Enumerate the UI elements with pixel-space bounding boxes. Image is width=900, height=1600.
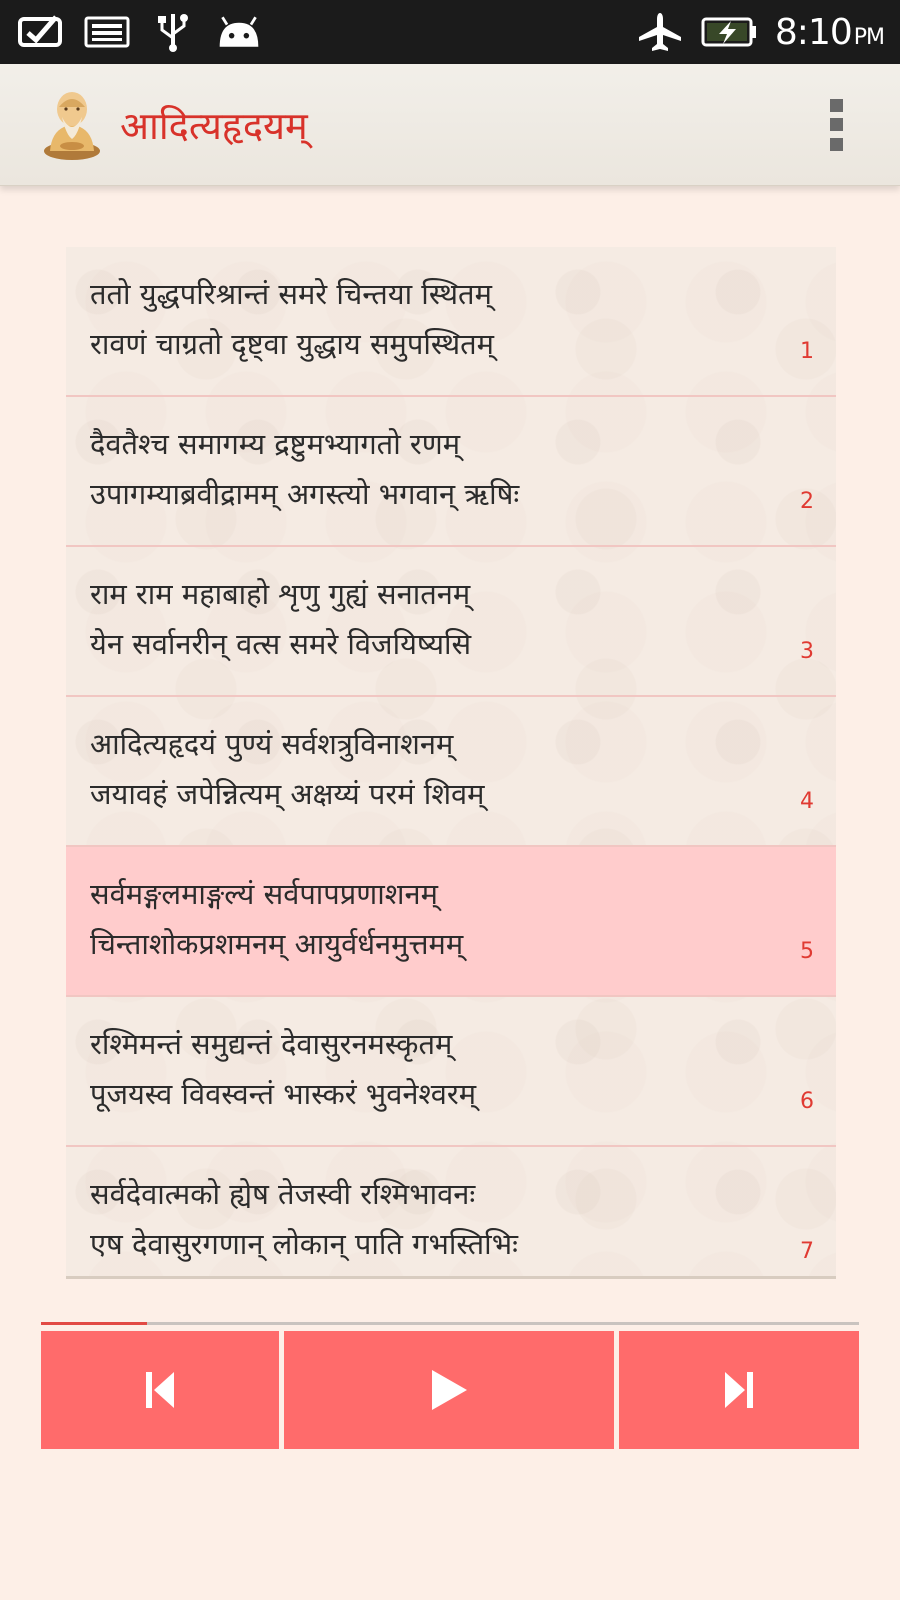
verse-number: 4: [800, 789, 814, 814]
verse-line-2: रावणं चाग्रतो दृष्ट्वा युद्धाय समुपस्थितम्: [90, 327, 494, 361]
verse-line-1: आदित्यहृदयं पुण्यं सर्वशत्रुविनाशनम्: [90, 727, 454, 761]
verse-number: 7: [800, 1239, 814, 1264]
verse-line-1: सर्वमङ्गलमाङ्गल्यं सर्वपापप्रणाशनम्: [90, 877, 438, 911]
sage-logo-icon[interactable]: [40, 89, 104, 161]
app-title: आदित्यहृदयम्: [120, 103, 308, 148]
clock-time: 8:10: [774, 11, 852, 53]
app-bar: [0, 64, 900, 186]
battery-charging-icon: [701, 12, 757, 52]
verse-item[interactable]: [66, 997, 836, 1147]
clock-ampm: PM: [853, 24, 884, 50]
verse-line-1: राम राम महाबाहो शृणु गुह्यं सनातनम्: [90, 577, 471, 611]
android-icon: [216, 12, 262, 52]
verse-line-2: येन सर्वानरीन् वत्स समरे विजयिष्यसि: [90, 627, 472, 661]
menu-dot: [830, 118, 843, 131]
player-controls: [41, 1331, 859, 1449]
play-button[interactable]: [284, 1331, 614, 1449]
verse-item[interactable]: [66, 697, 836, 847]
keyboard-icon: [84, 12, 130, 52]
usb-icon: [150, 12, 196, 52]
airplane-mode-icon: [637, 12, 683, 52]
checkmark-box-icon: [18, 12, 64, 52]
verse-number: 6: [800, 1089, 814, 1114]
verse-item[interactable]: [66, 247, 836, 397]
verse-item[interactable]: [66, 397, 836, 547]
playback-progress-fill: [41, 1322, 147, 1325]
play-icon: [429, 1368, 469, 1412]
verse-line-2: पूजयस्व विवस्वन्तं भास्करं भुवनेश्वरम्: [90, 1077, 477, 1111]
verse-line-1: दैवतैश्च समागम्य द्रष्टुमभ्यागतो रणम्: [90, 427, 461, 461]
overflow-menu-icon[interactable]: [824, 95, 848, 155]
verse-line-1: रश्मिमन्तं समुद्यन्तं देवासुरनमस्कृतम्: [90, 1027, 453, 1061]
previous-button[interactable]: [41, 1331, 279, 1449]
verse-line-1: ततो युद्धपरिश्रान्तं समरे चिन्तया स्थितम्: [90, 277, 492, 311]
clock: [775, 12, 884, 53]
menu-dot: [830, 138, 843, 151]
menu-dot: [830, 99, 843, 112]
verse-line-2: जयावहं जपेन्नित्यम् अक्षय्यं परमं शिवम्: [90, 777, 485, 811]
verse-line-2: चिन्ताशोकप्रशमनम् आयुर्वर्धनमुत्तमम्: [90, 927, 464, 961]
verse-line-1: सर्वदेवात्मको ह्येष तेजस्वी रश्मिभावनः: [90, 1177, 476, 1211]
verse-number: 5: [800, 939, 814, 964]
status-right: [637, 12, 884, 53]
verse-item[interactable]: [66, 1147, 836, 1279]
playback-progress[interactable]: [41, 1322, 859, 1325]
verse-item-active[interactable]: [66, 847, 836, 997]
skip-next-icon: [722, 1370, 756, 1410]
verse-line-2: उपागम्याब्रवीद्रामम् अगस्त्यो भगवान् ऋषिः: [90, 477, 520, 511]
status-bar: [0, 0, 900, 64]
verse-number: 2: [800, 489, 814, 514]
status-left-icons: [18, 12, 262, 52]
verse-number: 1: [800, 339, 814, 364]
skip-previous-icon: [143, 1370, 177, 1410]
verse-list[interactable]: [66, 247, 836, 1279]
verse-number: 3: [800, 639, 814, 664]
verse-line-2: एष देवासुरगणान् लोकान् पाति गभस्तिभिः: [90, 1227, 518, 1261]
verse-item[interactable]: [66, 547, 836, 697]
next-button[interactable]: [619, 1331, 859, 1449]
